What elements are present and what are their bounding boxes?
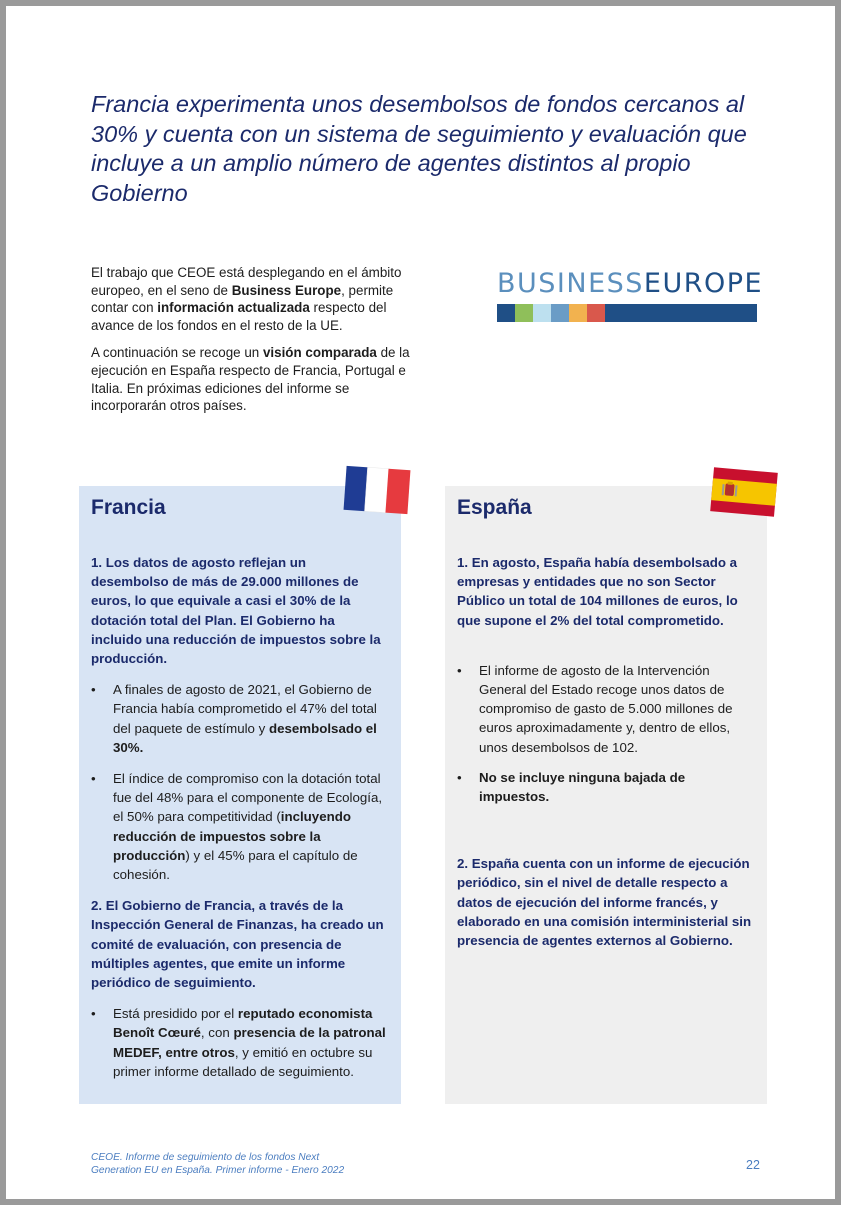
bold-text: Business Europe [231,282,342,298]
businesseurope-wordmark: BUSINESSEUROPE [497,268,764,299]
text-run: , y emitió en octubre su primer informe detallado de seguimiento. [113,1044,373,1079]
intro-paragraph-1 [91,264,411,334]
businesseurope-logo [497,268,764,326]
text-run: El trabajo que CEOE está desplegando en el ámbito europeo, en el seno de [91,265,402,298]
bold-text: información actualizada [157,300,310,316]
page-number: 22 [746,1158,760,1172]
text-run: A finales de agosto de 2021, el Gobierno de Francia había comprometido el 47% del total del paquete de estímulo y [113,682,377,736]
text-run: ) y el 45% para el capítulo de cohesión. [113,847,358,883]
text-run: respecto del avance de los fondos en el resto de la UE. [91,300,387,333]
bold-text: visión comparada [262,345,377,361]
france-lead-1: 1. Los datos de agosto reflejan un desembolso de más de 29.000 millones de euros, lo que equivale a casi el 30% de la dotación total del Plan. El Gobierno ha incluido una reducción de impuestos sobre la producción. [91,555,381,667]
bullet-item [91,1004,387,1081]
page-title: Francia experimenta unos desembolsos de fondos cercanos al 30% y cuenta con un sistema de seguimiento y evaluación que incluye a un amplio número de agentes distintos al propio Gobierno [91,91,747,206]
businesseurope-color-bar [497,304,759,322]
france-card [79,486,401,1104]
document-page [6,6,835,1199]
france-heading: Francia [91,496,166,519]
spain-card [445,486,767,1104]
spain-flag-icon [708,466,780,518]
france-bullets-1 [91,680,387,884]
text-run: El informe de agosto de la Intervención General del Estado recoge unos datos de compromiso de gasto de 5.000 millones de euros aproximadamente y, dentro de ellos, unos desembolsos de 102. [479,662,733,755]
text-run: , con [200,1025,234,1041]
intro-paragraph-2 [91,344,411,414]
france-content [91,553,387,1093]
bold-text: reputado economista Benoît Cœuré [113,1006,373,1041]
logo-bar-segment [515,304,533,322]
text-run: , permite contar con [91,282,394,316]
text-run: de la ejecución en España respecto de Francia, Portugal e Italia. En próximas ediciones del informe se incorporarán otros países. [91,345,410,414]
bold-text: No se incluye ninguna bajada de impuestos. [479,769,686,805]
footer-citation [91,1152,411,1177]
footer-line-2: Generation EU en España. Primer informe - Enero 2022 [91,1164,345,1176]
logo-bar-segment [533,304,551,322]
spain-lead-2: 2. España cuenta con un informe de ejecución periódico, sin el nivel de detalle respecto a datos de ejecución del informe francés, y elaborado en una comisión interministerial sin presencia de agentes externos al Gobierno. [457,856,752,949]
spain-heading: España [457,496,532,519]
intro-text [91,264,411,425]
bullet-item [457,768,753,806]
bold-text: incluyendo reducción de impuestos sobre la producción [113,809,351,863]
spain-content [457,553,753,950]
footer-line-1: CEOE. Informe de seguimiento de los fondos Next [91,1152,320,1163]
france-flag-icon [341,464,413,516]
text-run: El índice de compromiso con la dotación total fue del 48% para el componente de Ecología, el 50% para competitividad ( [113,771,383,825]
spain-lead-1: 1. En agosto, España había desembolsado a empresas y entidades que no son Sector Público un total de 104 millones de euros, lo que supone el 2% del total comprometido. [457,555,738,628]
bold-text: desembolsado el 30%. [113,720,377,755]
logo-bar-segment [587,304,605,322]
bold-text: presencia de la patronal MEDEF, entre otros [113,1025,386,1060]
logo-bar-segment [605,304,757,322]
spain-bullets-1 [457,661,753,806]
text-run: Está presidido por el [113,1006,238,1022]
bullet-item [91,769,387,884]
france-lead-2: 2. El Gobierno de Francia, a través de la Inspección General de Finanzas, ha creado un comité de evaluación, con presencia de múltiples agentes, que emite un informe periódico de seguimiento. [91,898,384,991]
france-bullets-2 [91,1004,387,1081]
logo-bar-segment [551,304,569,322]
text-run: A continuación se recoge un [91,345,263,361]
bullet-item [91,680,387,757]
bullet-item [457,661,753,757]
logo-bar-segment [497,304,515,322]
logo-bar-segment [569,304,587,322]
